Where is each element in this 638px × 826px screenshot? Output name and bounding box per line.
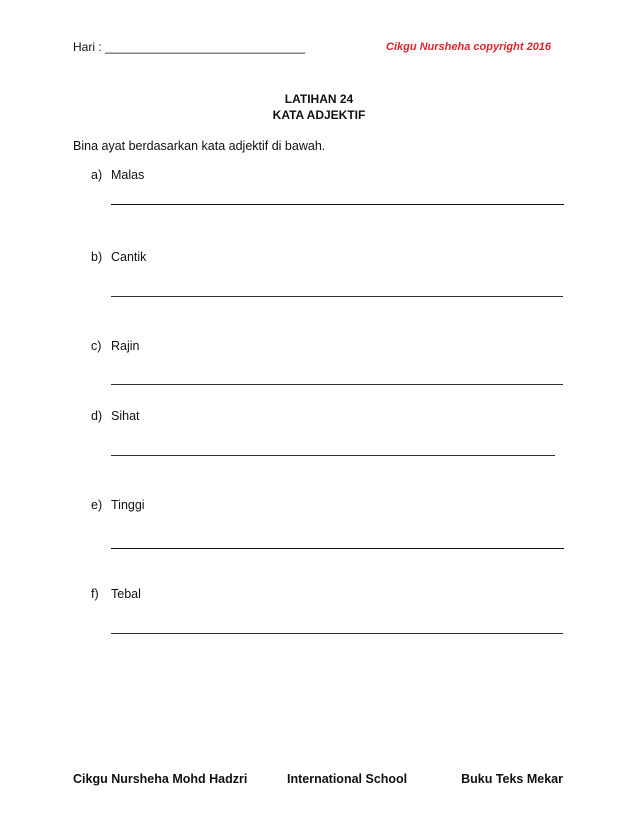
item-a bbox=[91, 168, 144, 182]
answer-line-f[interactable] bbox=[111, 633, 563, 634]
item-word: Tinggi bbox=[111, 498, 145, 512]
item-letter: a) bbox=[91, 168, 103, 182]
item-letter: c) bbox=[91, 339, 102, 353]
footer-author: Cikgu Nursheha Mohd Hadzri bbox=[73, 772, 248, 786]
answer-line-e[interactable] bbox=[111, 548, 564, 549]
instruction-text: Bina ayat berdasarkan kata adjektif di bawah. bbox=[73, 139, 326, 153]
item-word: Sihat bbox=[111, 409, 140, 423]
item-f bbox=[91, 587, 141, 601]
item-word: Tebal bbox=[111, 587, 141, 601]
item-letter: b) bbox=[91, 250, 103, 264]
footer-book: Buku Teks Mekar bbox=[461, 772, 563, 786]
item-letter: d) bbox=[91, 409, 103, 423]
item-word: Malas bbox=[111, 168, 145, 182]
item-letter: e) bbox=[91, 498, 103, 512]
item-b bbox=[91, 250, 146, 264]
exercise-title: LATIHAN 24 bbox=[284, 92, 354, 106]
answer-line-a[interactable] bbox=[111, 204, 564, 205]
item-word: Cantik bbox=[111, 250, 147, 264]
copyright-notice: Cikgu Nursheha copyright 2016 bbox=[386, 41, 552, 53]
exercise-subtitle: KATA ADJEKTIF bbox=[272, 108, 366, 122]
answer-line-d[interactable] bbox=[111, 455, 555, 456]
item-word: Rajin bbox=[111, 339, 140, 353]
answer-line-c[interactable] bbox=[111, 384, 563, 385]
item-e bbox=[91, 498, 145, 512]
item-d bbox=[91, 409, 140, 423]
item-c bbox=[91, 339, 140, 353]
answer-line-b[interactable] bbox=[111, 296, 563, 297]
item-letter: f) bbox=[91, 587, 99, 601]
hari-field: Hari : ______________________________ bbox=[73, 40, 306, 54]
footer-school: International School bbox=[287, 772, 408, 786]
